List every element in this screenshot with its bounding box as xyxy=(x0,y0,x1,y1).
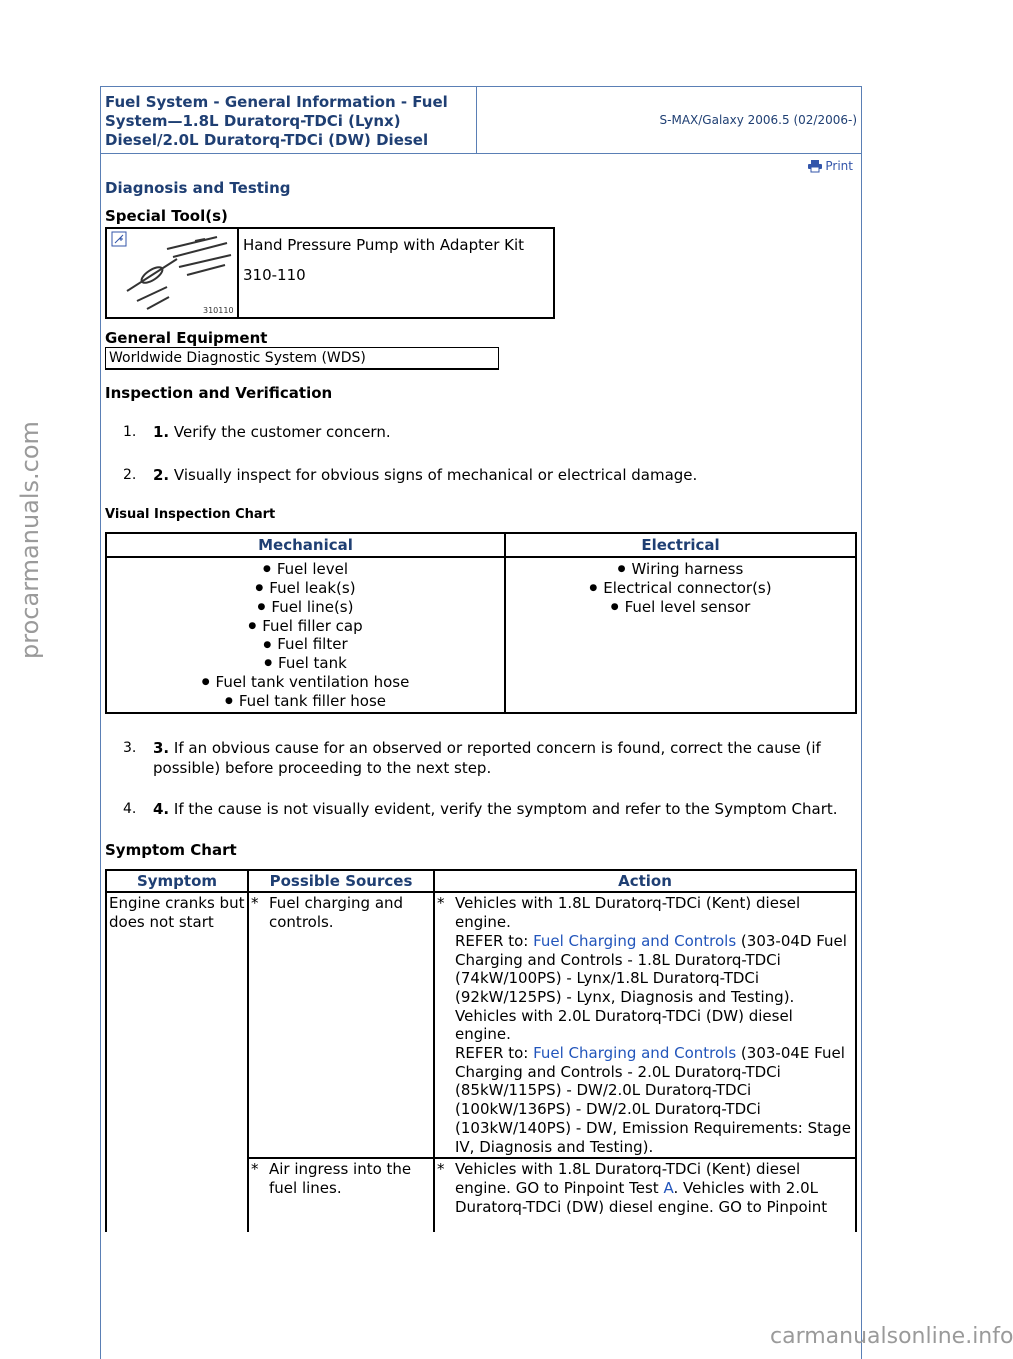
list-item: ● Fuel tank filler hose xyxy=(108,692,503,711)
source-cell xyxy=(248,892,434,1158)
action-cell xyxy=(434,892,856,1158)
list-item: ● Fuel line(s) xyxy=(108,598,503,617)
step-text xyxy=(153,738,857,778)
title-line: System—1.8L Duratorq-TDCi (Lynx) xyxy=(105,112,401,130)
footer-watermark: carmanualsonline.info xyxy=(770,1324,1013,1349)
list-item: ● Fuel level xyxy=(108,560,503,579)
title-line: Diesel/2.0L Duratorq-TDCi (DW) Diesel xyxy=(105,131,429,149)
action-text xyxy=(455,1160,853,1216)
col-mechanical: Mechanical xyxy=(106,533,505,557)
list-item: ● Electrical connector(s) xyxy=(507,579,854,598)
action-text xyxy=(455,894,853,1156)
print-button[interactable] xyxy=(808,159,853,173)
source-text: Fuel charging and controls. xyxy=(269,894,404,932)
vehicle-model xyxy=(477,87,861,153)
pump-kit-drawing xyxy=(107,229,237,317)
section-title: Diagnosis and Testing xyxy=(105,179,291,197)
tool-description xyxy=(239,229,528,317)
col-electrical: Electrical xyxy=(505,533,856,557)
action-text-part: Vehicles with 1.8L Duratorq-TDCi (Kent) diesel engine. xyxy=(455,894,801,932)
inspection-steps xyxy=(105,422,857,485)
page-content xyxy=(105,179,857,1232)
side-watermark: procarmanuals.com xyxy=(16,421,44,659)
action-text-part: (303-04E Fuel Charging and Controls - 2.0L Duratorq-TDCi (85kW/115PS) - DW/2.0L Duratorq-TDCi (100kW/136PS) - DW/2.0L Duratorq-TDCi (103kW/140PS) - DW, Emission Requirements: Stage IV, Diagnosis and Testing). xyxy=(455,1044,851,1156)
fuel-charging-link[interactable]: Fuel Charging and Controls xyxy=(533,1044,737,1063)
special-tools-heading: Special Tool(s) xyxy=(105,207,228,225)
step-bold-number: 2. xyxy=(153,466,170,484)
refer-label: REFER to: xyxy=(455,931,534,950)
step-item xyxy=(105,738,857,778)
step-text xyxy=(153,422,857,442)
tool-number: 310-110 xyxy=(243,266,306,284)
step-number: 3. xyxy=(123,739,137,756)
source-item xyxy=(251,1160,431,1197)
equipment-item: Worldwide Diagnostic System (WDS) xyxy=(105,347,499,370)
printer-icon xyxy=(808,160,822,172)
title-line: Fuel System - General Information - Fuel xyxy=(105,93,448,111)
symptom-chart-heading: Symptom Chart xyxy=(105,840,237,859)
action-text-part: (303-04D Fuel Charging and Controls - 1.8L Duratorq-TDCi (74kW/100PS) - Lynx/1.8L Duratorq-TDCi (92kW/125PS) - Lynx, Diagnosis and Testing). Vehicles with 2.0L Duratorq-TDCi (DW) diesel engine. xyxy=(455,931,847,1044)
action-text-part: Vehicles with 1.8L Duratorq-TDCi (Kent) diesel engine. GO to Pinpoint Test xyxy=(455,1160,801,1197)
refer-label: REFER to: xyxy=(455,1044,534,1063)
page-header xyxy=(101,87,861,154)
step-body: Verify the customer concern. xyxy=(169,423,391,441)
step-body: If an obvious cause for an observed or reported concern is found, correct the cause (if possible) before proceeding to the next step. xyxy=(153,738,821,777)
list-item: ● Fuel tank ventilation hose xyxy=(108,673,503,692)
action-item xyxy=(437,894,853,1156)
symptom-cell: Engine cranks but does not start xyxy=(106,892,248,1232)
special-tool-table xyxy=(105,227,555,319)
step-bold-number: 3. xyxy=(153,738,170,757)
electrical-list xyxy=(505,557,856,713)
general-equipment-heading: General Equipment xyxy=(105,329,268,347)
asterisk-marker: * xyxy=(251,1160,259,1179)
model-text: S-MAX/Galaxy 2006.5 (02/2006-) xyxy=(659,113,857,127)
symptom-table xyxy=(105,869,857,1233)
list-item: ● Fuel level sensor xyxy=(507,598,854,617)
list-item: ● Fuel filler cap xyxy=(108,617,503,636)
pinpoint-test-link[interactable]: A xyxy=(663,1179,674,1197)
source-text: Air ingress into the fuel lines. xyxy=(269,1160,412,1197)
action-item xyxy=(437,1160,853,1216)
step-bold-number: 1. xyxy=(153,423,170,441)
tool-image[interactable] xyxy=(107,229,239,317)
step-number: 1. xyxy=(123,424,137,440)
step-item xyxy=(105,422,857,442)
manual-page xyxy=(100,86,862,1359)
tool-name: Hand Pressure Pump with Adapter Kit xyxy=(243,236,525,254)
step-text xyxy=(153,799,857,819)
asterisk-marker: * xyxy=(437,894,445,913)
step-item xyxy=(105,799,857,819)
step-item xyxy=(105,465,857,485)
step-body: If the cause is not visually evident, verify the symptom and refer to the Symptom Chart. xyxy=(169,799,838,818)
source-item xyxy=(251,894,431,931)
list-item: ● Fuel leak(s) xyxy=(108,579,503,598)
action-cell xyxy=(434,1158,856,1232)
list-item: ● Fuel filter xyxy=(108,635,503,654)
inspection-steps-continued xyxy=(105,738,857,819)
tool-image-label: 310110 xyxy=(203,306,234,315)
col-action: Action xyxy=(434,870,856,893)
fuel-charging-link[interactable]: Fuel Charging and Controls xyxy=(533,931,737,950)
step-text xyxy=(153,465,857,485)
visual-inspection-chart-title: Visual Inspection Chart xyxy=(105,507,276,522)
asterisk-marker: * xyxy=(251,894,259,913)
mechanical-list xyxy=(106,557,505,713)
list-item: ● Wiring harness xyxy=(507,560,854,579)
asterisk-marker: * xyxy=(437,1160,445,1179)
list-item: ● Fuel tank xyxy=(108,654,503,673)
visual-inspection-table xyxy=(105,532,857,714)
step-number: 4. xyxy=(123,800,137,817)
step-body: Visually inspect for obvious signs of mechanical or electrical damage. xyxy=(169,466,698,484)
step-bold-number: 4. xyxy=(153,799,170,818)
col-possible-sources: Possible Sources xyxy=(248,870,434,893)
step-number: 2. xyxy=(123,467,137,483)
print-label: Print xyxy=(825,159,853,173)
inspection-heading: Inspection and Verification xyxy=(105,384,333,402)
action-text-part: . Vehicles with 2.0L Duratorq-TDCi (DW) diesel engine. GO to Pinpoint xyxy=(455,1179,828,1216)
source-cell xyxy=(248,1158,434,1232)
document-title xyxy=(101,87,477,153)
col-symptom: Symptom xyxy=(106,870,248,893)
